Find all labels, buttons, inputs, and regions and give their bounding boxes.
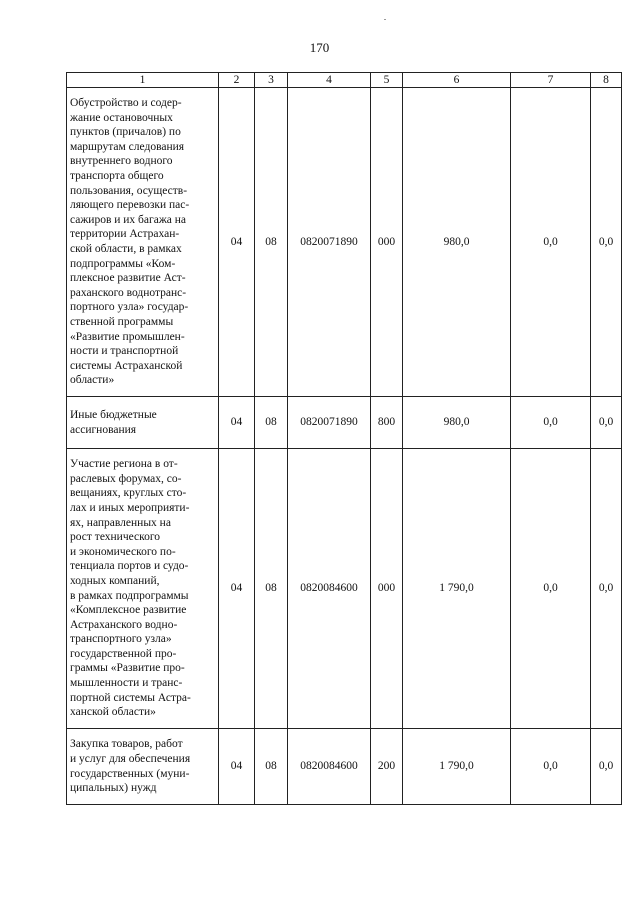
section-code-cell: 04	[219, 729, 255, 805]
row-name-line: мышленности и транс-	[70, 677, 183, 690]
row-name-line: ходных компаний,	[70, 574, 160, 587]
expense-type-cell: 000	[371, 449, 403, 729]
column-header: 2	[219, 73, 255, 88]
subsection-code-cell: 08	[255, 729, 288, 805]
section-code-cell: 04	[219, 449, 255, 729]
row-name-line: ской области, в рамках	[70, 243, 182, 255]
row-name-line: ляющего перевозки пас-	[70, 199, 190, 212]
row-name-cell	[67, 88, 219, 397]
column-header: 5	[371, 73, 403, 88]
amount-cell: 1 790,0	[403, 729, 511, 805]
expense-type-cell: 200	[371, 729, 403, 805]
row-name-line: и услуг для обеспечения	[70, 752, 191, 765]
row-name-line: системы Астраханской	[70, 359, 183, 372]
row-name-line: «Комплексное развитие	[70, 604, 187, 617]
row-name-line: ственной программы	[70, 315, 174, 328]
row-name-line: раслевых форумах, со-	[70, 472, 182, 485]
row-name-line: рост технического	[70, 531, 161, 544]
table-row	[67, 729, 622, 805]
row-name-line: ципальных) нужд	[70, 782, 157, 795]
subsection-code-cell: 08	[255, 449, 288, 729]
row-name-line: портной системы Астра-	[70, 691, 191, 704]
row-name-line: внутреннего водного	[70, 155, 173, 168]
column-header: 4	[288, 73, 371, 88]
table-row	[67, 88, 622, 397]
table-row	[67, 449, 622, 729]
row-name-line: «Развитие промышлен-	[70, 330, 185, 343]
row-name-line: маршрутам следования	[70, 140, 185, 153]
row-name-line: и экономического по-	[70, 545, 176, 558]
row-name-cell	[67, 449, 219, 729]
subsection-code-cell: 08	[255, 397, 288, 449]
row-name-line: лах и иных мероприяти-	[70, 501, 190, 514]
amount-cell: 0,0	[511, 449, 591, 729]
target-article-cell: 0820071890	[288, 397, 371, 449]
row-name-line: государственных (муни-	[70, 767, 190, 780]
amount-cell: 0,0	[511, 88, 591, 397]
row-name-line: Закупка товаров, работ	[70, 738, 183, 751]
page-number: 170	[309, 40, 330, 55]
row-name-line: пользования, осуществ-	[70, 184, 188, 197]
row-name-line: портного узла» государ-	[70, 301, 189, 314]
row-name-line: в рамках подпрограммы	[70, 589, 189, 602]
row-name-line: области»	[70, 374, 115, 387]
row-name-line: территории Астрахан-	[70, 228, 180, 241]
amount-cell: 980,0	[403, 88, 511, 397]
row-name-line: Иные бюджетные	[70, 408, 157, 421]
target-article-cell: 0820084600	[288, 729, 371, 805]
row-name-line: Астраханского водно-	[70, 618, 178, 631]
row-name-line: граммы «Развитие про-	[70, 662, 185, 675]
row-name-line: транспортного узла»	[70, 633, 172, 646]
row-name-line: вещаниях, круглых сто-	[70, 487, 187, 500]
column-header: 7	[511, 73, 591, 88]
row-name-line: пунктов (причалов) по	[70, 126, 181, 139]
row-name-line: подпрограммы «Ком-	[70, 257, 176, 270]
row-name-cell	[67, 397, 219, 449]
amount-cell: 980,0	[403, 397, 511, 449]
column-header: 1	[67, 73, 219, 88]
amount-cell: 0,0	[591, 729, 622, 805]
expense-type-cell: 000	[371, 88, 403, 397]
row-name-line: жание остановочных	[70, 111, 173, 124]
row-name-line: раханского воднотранс-	[70, 286, 187, 299]
scan-speck	[384, 19, 386, 20]
amount-cell: 0,0	[511, 729, 591, 805]
section-code-cell: 04	[219, 88, 255, 397]
row-name-line: сажиров и их багажа на	[70, 213, 187, 226]
row-name-line: ассигнования	[70, 423, 137, 436]
row-name-line: плексное развитие Аст-	[70, 272, 186, 285]
amount-cell: 0,0	[511, 397, 591, 449]
row-name-line: ности и транспортной	[70, 345, 179, 358]
table-header-row	[67, 73, 622, 88]
amount-cell: 0,0	[591, 449, 622, 729]
row-name-line: Обустройство и содер-	[70, 97, 182, 110]
row-name-line: тенциала портов и судо-	[70, 560, 189, 573]
column-header: 3	[255, 73, 288, 88]
row-name-line: государственной про-	[70, 647, 177, 660]
row-name-cell	[67, 729, 219, 805]
table-row	[67, 397, 622, 449]
target-article-cell: 0820084600	[288, 449, 371, 729]
expense-type-cell: 800	[371, 397, 403, 449]
row-name-line: транспорта общего	[70, 170, 164, 183]
section-code-cell: 04	[219, 397, 255, 449]
amount-cell: 0,0	[591, 88, 622, 397]
column-header: 6	[403, 73, 511, 88]
row-name-line: Участие региона в от-	[70, 458, 178, 471]
subsection-code-cell: 08	[255, 88, 288, 397]
row-name-line: ях, направленных на	[70, 516, 171, 529]
column-header: 8	[591, 73, 622, 88]
target-article-cell: 0820071890	[288, 88, 371, 397]
budget-table	[66, 72, 622, 805]
amount-cell: 0,0	[591, 397, 622, 449]
amount-cell: 1 790,0	[403, 449, 511, 729]
row-name-line: ханской области»	[70, 706, 156, 719]
